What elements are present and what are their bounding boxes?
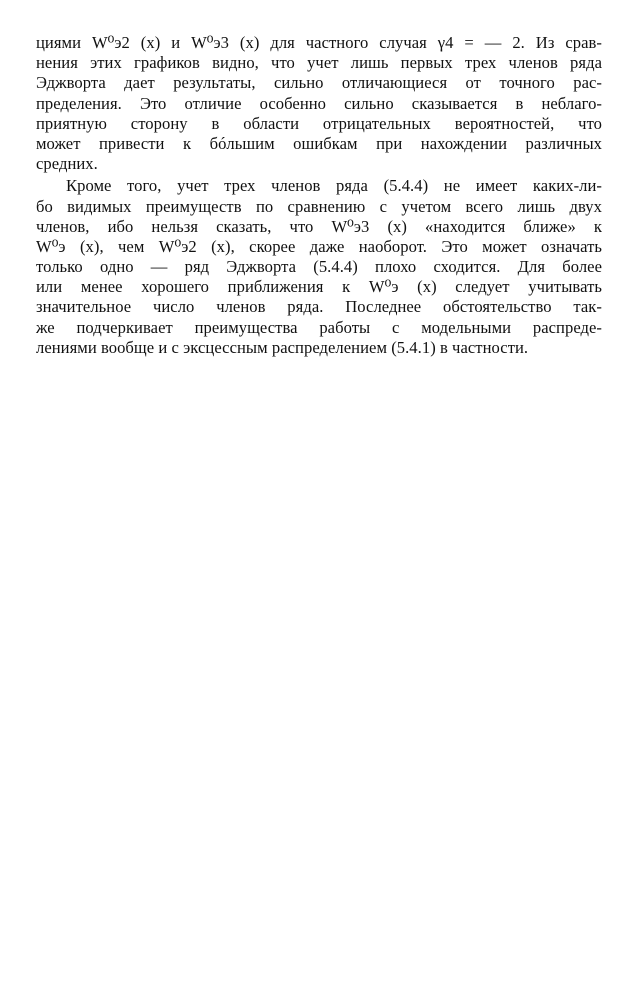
text-line: пределения. Это отличие особенно сильно сказывается в неблаго- bbox=[36, 93, 602, 113]
page-text-block bbox=[36, 33, 602, 358]
text-line: W⁰э (x), чем W⁰э2 (x), скорее даже наоборот. Это может означать bbox=[36, 236, 602, 256]
paragraph bbox=[36, 33, 602, 174]
text-line: лениями вообще и с эксцессным распределением (5.4.1) в частности. bbox=[36, 337, 529, 357]
text-line: средних. bbox=[36, 154, 98, 174]
paragraph bbox=[36, 176, 602, 358]
text-line: нения этих графиков видно, что учет лишь первых трех членов ряда bbox=[36, 53, 602, 73]
text-line: циями W⁰э2 (x) и W⁰э3 (x) для частного случая γ4 = — 2. Из срав- bbox=[36, 33, 602, 52]
text-line: значительное число членов ряда. Последнее обстоятельство так- bbox=[36, 297, 602, 317]
text-line: бо видимых преимуществ по сравнению с учетом всего лишь двух bbox=[36, 196, 602, 216]
text-line: членов, ибо нельзя сказать, что W⁰э3 (x) «находится ближе» к bbox=[36, 216, 602, 236]
text-line: может привести к бóльшим ошибкам при нахождении различных bbox=[36, 133, 602, 153]
text-line: же подчеркивает преимущества работы с модельными распреде- bbox=[36, 317, 602, 337]
text-line: приятную сторону в области отрицательных вероятностей, что bbox=[36, 113, 602, 133]
text-line: или менее хорошего приближения к W⁰э (x) следует учитывать bbox=[36, 277, 602, 297]
text-line: только одно — ряд Эджворта (5.4.4) плохо сходится. Для более bbox=[36, 257, 602, 277]
text-line: Кроме того, учет трех членов ряда (5.4.4) не имеет каких-ли- bbox=[66, 176, 602, 196]
text-line: Эджворта дает результаты, сильно отличающиеся от точного рас- bbox=[36, 73, 602, 93]
